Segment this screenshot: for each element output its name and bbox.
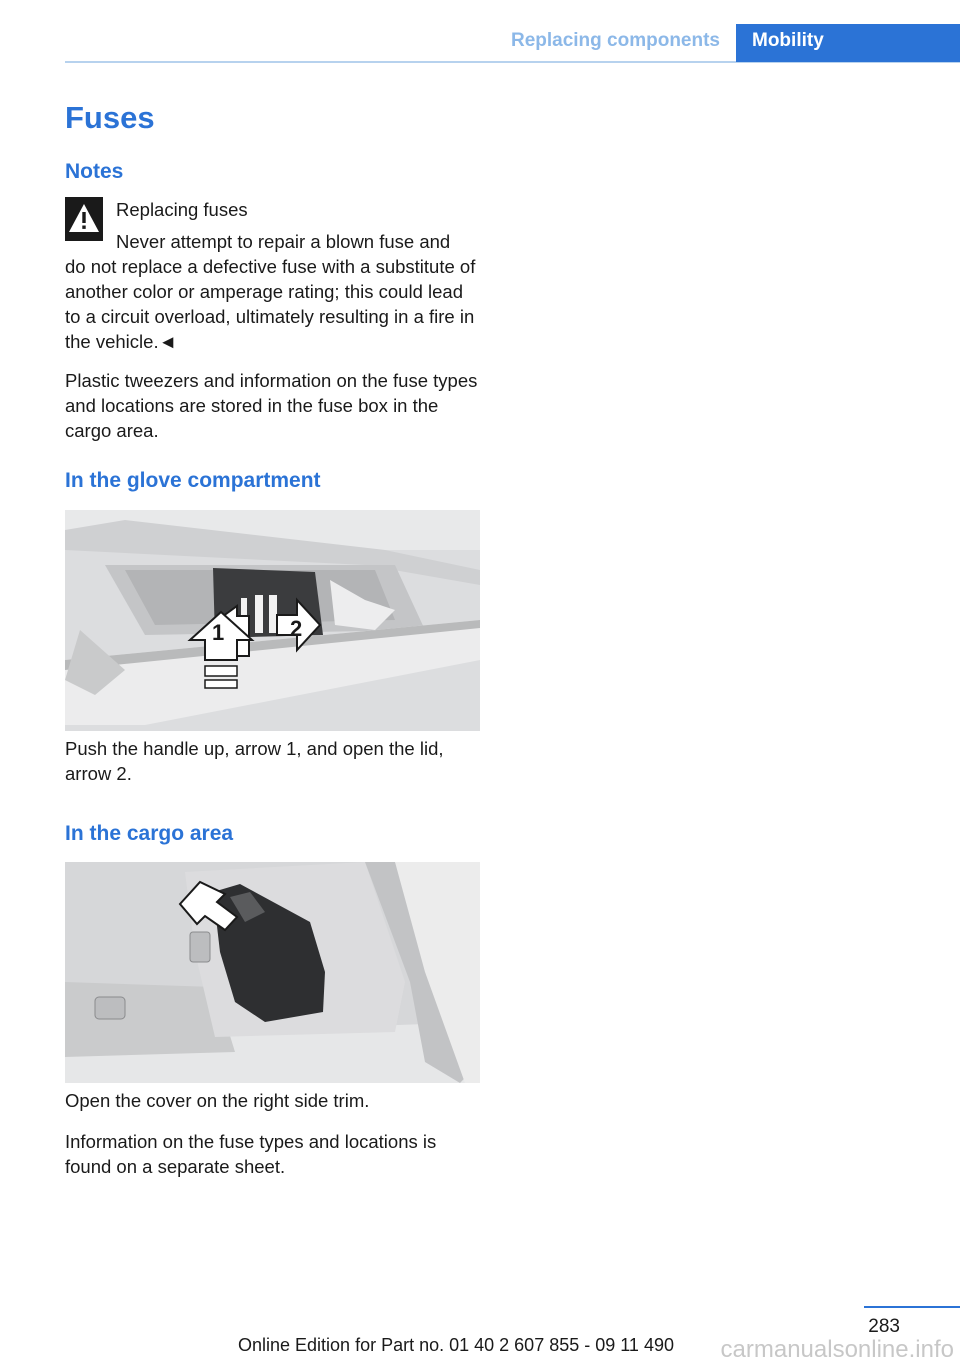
cargo-area-info: Information on the fuse types and locations is found on a separate sheet. — [65, 1131, 437, 1177]
header-chapter-tab: Mobility — [736, 24, 960, 62]
fuse-info-paragraph: Plastic tweezers and information on the fuse types and locations are stored in the fuse box in the cargo area. — [65, 370, 478, 441]
cargo-area-caption: Open the cover on the right side trim. — [65, 1090, 370, 1111]
watermark: carmanualsonline.info — [720, 1336, 954, 1363]
header-section: Replacing components — [510, 30, 720, 51]
warning-text-first-line: Never attempt to repair a blown fuse and — [116, 231, 451, 252]
footer-rule — [864, 1306, 960, 1308]
arrow-1-label: 1 — [212, 620, 225, 645]
page-number: 283 — [868, 1316, 900, 1337]
notes-heading: Notes — [65, 160, 124, 183]
warning-title: Replacing fuses — [116, 199, 248, 220]
glove-compartment-caption: Push the handle up, arrow 1, and open the lid, arrow 2. — [65, 738, 444, 784]
arrow-2-label: 2 — [290, 616, 303, 641]
warning-text: do not replace a defective fuse with a substitute of another color or amperage rating; this could lead to a circuit overload, ultimately resulting in a fire in the vehicle.◄ — [65, 256, 476, 352]
glove-compartment-figure — [65, 510, 480, 731]
edition-info: Online Edition for Part no. 01 40 2 607 855 - 09 11 490 — [238, 1335, 674, 1355]
cargo-area-figure — [65, 862, 480, 1083]
page-title: Fuses — [65, 100, 155, 135]
glove-compartment-heading: In the glove compartment — [65, 469, 321, 492]
cargo-area-heading: In the cargo area — [65, 822, 234, 845]
